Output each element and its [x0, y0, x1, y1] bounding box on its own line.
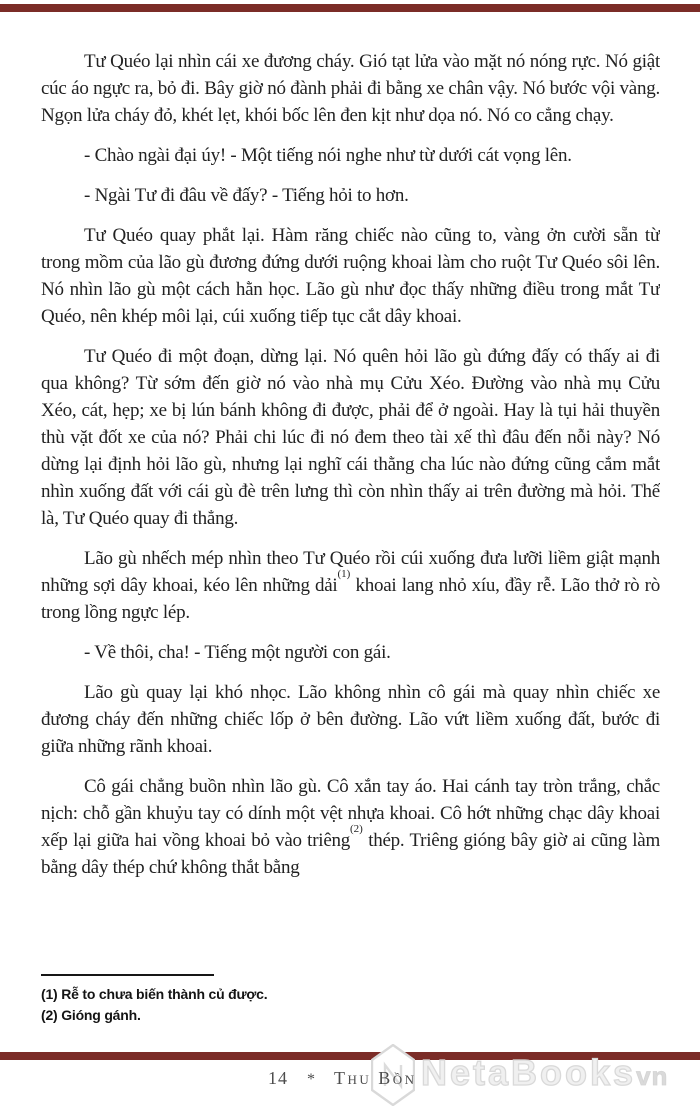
- footnote-item: (2) Gióng gánh.: [41, 1007, 141, 1023]
- footnote-reference: (1): [337, 567, 351, 580]
- body-paragraph: - Chào ngài đại úy! - Một tiếng nói nghe như từ dưới cát vọng lên.: [84, 145, 572, 166]
- footnotes-block: [41, 974, 660, 1026]
- book-title: Thu Bồn: [334, 1068, 417, 1088]
- watermark-brand: NetaBooks: [421, 1052, 637, 1093]
- asterisk-separator-icon: *: [307, 1071, 315, 1088]
- body-paragraph: Lão gù nhếch mép nhìn theo Tư Quéo rồi cúi xuống đưa lưỡi liềm giật mạnh những sợi dây khoai, kéo lên những dải$^{(1)}$ khoai lang nhỏ xíu, đầy rễ. Lão thở rò rò trong lồng ngực lép.: [41, 548, 660, 623]
- body-paragraph: - Về thôi, cha! - Tiếng một người con gái.: [84, 642, 391, 663]
- page-footer: [268, 1066, 417, 1092]
- page-number: 14: [268, 1068, 288, 1088]
- watermark-text: [421, 1043, 668, 1106]
- footnote-item: (1) Rễ to chưa biến thành củ được.: [41, 986, 268, 1002]
- body-paragraph: Tư Quéo quay phắt lại. Hàm răng chiếc nào cũng to, vàng ởn cười sẵn từ trong mồm của lão gù đương đứng dưới ruộng khoai làm cho ruột Tư Quéo sôi lên. Nó nhìn lão gù một cách hằn học. Lão gù như đọc thấy những điều trong mắt Tư Quéo, nên khép môi lại, cúi xuống tiếp tục cắt dây khoai.: [41, 225, 660, 327]
- footnote-reference: (2): [350, 822, 363, 835]
- footnote-separator-rule: [41, 974, 214, 976]
- body-paragraph: Lão gù quay lại khó nhọc. Lão không nhìn cô gái mà quay nhìn chiếc xe đương cháy đến những chiếc lốp ở bên đường. Lão vứt liềm xuống đất, bước đi giữa những rãnh khoai.: [41, 682, 660, 757]
- body-paragraph: Tư Quéo đi một đoạn, dừng lại. Nó quên hỏi lão gù đứng đấy có thấy ai đi qua không? Từ sớm đến giờ nó vào nhà mụ Cửu Xéo. Đường vào nhà mụ Cửu Xéo, cát, hẹp; xe bị lún bánh không đi được, phải để ở ngoài. Hay là tụi hải thuyền thù vặt đốt xe của nó? Phải chi lúc đi nó đem theo tài xế thì đâu đến nỗi này? Nó dừng lại định hỏi lão gù, nhưng lại nghĩ cái thằng cha lúc nào đứng cũng cắm mắt nhìn xuống đất với cái gù đè trên lưng thì còn nhìn thấy ai trên đường mà hỏi. Thế là, Tư Quéo quay đi thẳng.: [41, 346, 660, 529]
- top-accent-rule: [0, 4, 700, 12]
- body-paragraph: Tư Quéo lại nhìn cái xe đương cháy. Gió tạt lửa vào mặt nó nóng rực. Nó giật cúc áo ngực ra, bỏ đi. Bây giờ nó đành phải đi bằng xe chân vậy. Nó bước vội vàng. Ngọn lửa cháy đỏ, khét lẹt, khói bốc lên đen kịt như dọa nó. Nó co cẳng chạy.: [41, 51, 660, 126]
- watermark-tld: vn: [636, 1061, 669, 1091]
- body-text: [41, 48, 660, 970]
- body-paragraph: - Ngài Tư đi đâu về đấy? - Tiếng hỏi to hơn.: [84, 185, 409, 206]
- body-paragraph: Cô gái chẳng buồn nhìn lão gù. Cô xắn tay áo. Hai cánh tay tròn trắng, chắc nịch: chỗ gần khuỷu tay có dính một vệt nhựa khoai. Cô hớt những chạc dây khoai xếp lại giữa hai vồng khoai bỏ vào triêng$^{(2)}$ thép. Triêng gióng bây giờ ai cũng làm bằng dây thép chứ không thắt bằng: [41, 776, 660, 878]
